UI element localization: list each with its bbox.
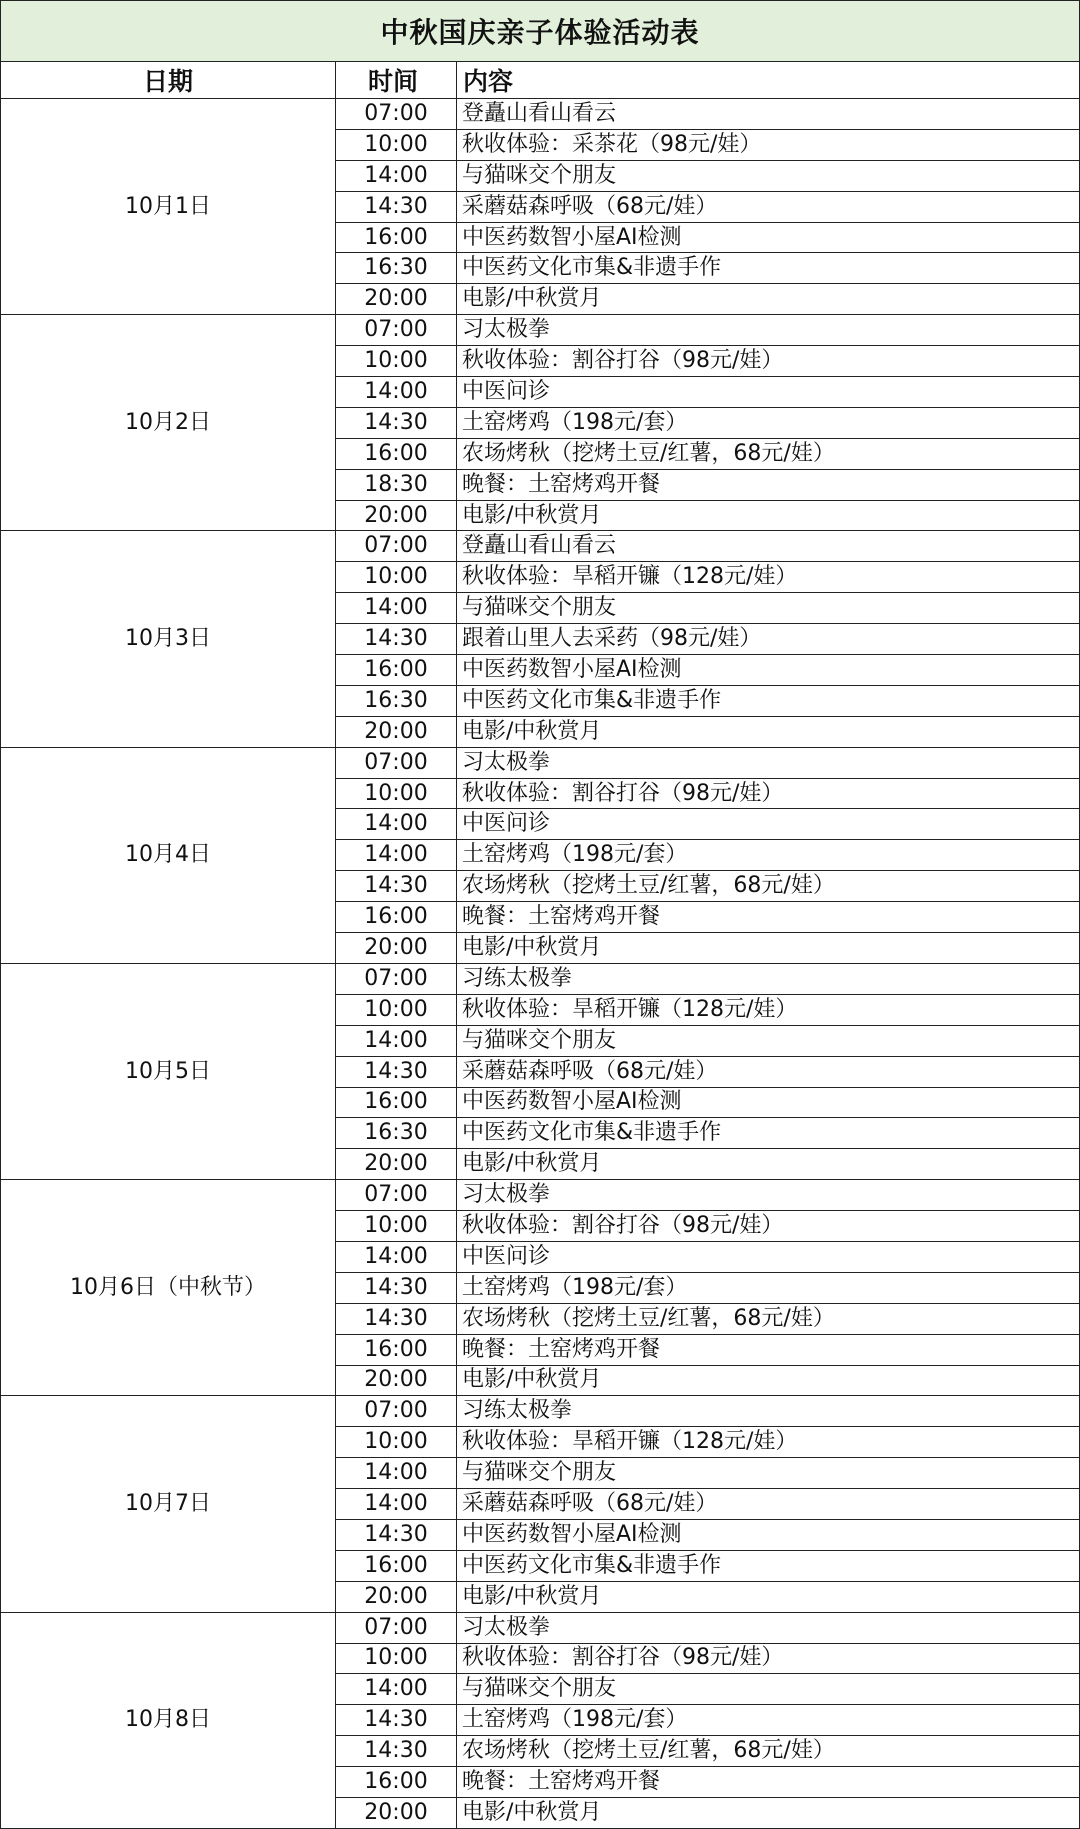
time-cell: 10:00 xyxy=(336,778,457,809)
date-cell: 10月2日 xyxy=(1,315,336,531)
time-cell: 07:00 xyxy=(336,747,457,778)
activity-cell: 登矗山看山看云 xyxy=(457,99,1080,130)
activity-cell: 秋收体验：旱稻开镰（128元/娃） xyxy=(457,1427,1080,1458)
time-cell: 16:30 xyxy=(336,1118,457,1149)
time-cell: 07:00 xyxy=(336,963,457,994)
time-cell: 16:00 xyxy=(336,1550,457,1581)
activity-cell: 土窑烤鸡（198元/套） xyxy=(457,840,1080,871)
time-cell: 20:00 xyxy=(336,284,457,315)
time-cell: 14:00 xyxy=(336,160,457,191)
date-cell: 10月6日（中秋节） xyxy=(1,1180,336,1396)
activity-cell: 农场烤秋（挖烤土豆/红薯，68元/娃） xyxy=(457,438,1080,469)
time-cell: 16:00 xyxy=(336,1087,457,1118)
activity-cell: 习练太极拳 xyxy=(457,1396,1080,1427)
time-cell: 14:30 xyxy=(336,1272,457,1303)
table-row xyxy=(1,315,1080,346)
time-cell: 10:00 xyxy=(336,1211,457,1242)
activity-cell: 习太极拳 xyxy=(457,1612,1080,1643)
activity-cell: 秋收体验：旱稻开镰（128元/娃） xyxy=(457,562,1080,593)
time-cell: 14:00 xyxy=(336,1025,457,1056)
time-cell: 14:00 xyxy=(336,840,457,871)
activity-cell: 中医药文化市集&非遗手作 xyxy=(457,1118,1080,1149)
time-cell: 14:30 xyxy=(336,407,457,438)
time-cell: 16:30 xyxy=(336,685,457,716)
activity-cell: 秋收体验：旱稻开镰（128元/娃） xyxy=(457,994,1080,1025)
header-time: 时间 xyxy=(336,62,457,99)
date-cell: 10月8日 xyxy=(1,1612,336,1828)
activity-cell: 采蘑菇森呼吸（68元/娃） xyxy=(457,1489,1080,1520)
time-cell: 16:00 xyxy=(336,902,457,933)
activity-cell: 与猫咪交个朋友 xyxy=(457,1674,1080,1705)
activity-cell: 电影/中秋赏月 xyxy=(457,500,1080,531)
time-cell: 07:00 xyxy=(336,315,457,346)
time-cell: 16:00 xyxy=(336,1334,457,1365)
activity-cell: 跟着山里人去采药（98元/娃） xyxy=(457,624,1080,655)
activity-cell: 土窑烤鸡（198元/套） xyxy=(457,407,1080,438)
time-cell: 10:00 xyxy=(336,994,457,1025)
activity-cell: 中医药文化市集&非遗手作 xyxy=(457,685,1080,716)
activity-cell: 与猫咪交个朋友 xyxy=(457,160,1080,191)
activity-cell: 秋收体验：割谷打谷（98元/娃） xyxy=(457,346,1080,377)
activity-cell: 中医问诊 xyxy=(457,377,1080,408)
time-cell: 10:00 xyxy=(336,1427,457,1458)
time-cell: 20:00 xyxy=(336,1797,457,1828)
time-cell: 20:00 xyxy=(336,1149,457,1180)
time-cell: 20:00 xyxy=(336,1365,457,1396)
time-cell: 10:00 xyxy=(336,1643,457,1674)
time-cell: 07:00 xyxy=(336,1180,457,1211)
time-cell: 14:00 xyxy=(336,377,457,408)
activity-cell: 与猫咪交个朋友 xyxy=(457,1458,1080,1489)
time-cell: 16:00 xyxy=(336,222,457,253)
time-cell: 20:00 xyxy=(336,1581,457,1612)
time-cell: 14:00 xyxy=(336,809,457,840)
activity-cell: 土窑烤鸡（198元/套） xyxy=(457,1272,1080,1303)
activity-cell: 电影/中秋赏月 xyxy=(457,284,1080,315)
time-cell: 14:30 xyxy=(336,1705,457,1736)
time-cell: 14:30 xyxy=(336,1303,457,1334)
time-cell: 07:00 xyxy=(336,99,457,130)
time-cell: 16:00 xyxy=(336,1767,457,1798)
table-row xyxy=(1,1180,1080,1211)
time-cell: 10:00 xyxy=(336,129,457,160)
activity-cell: 中医问诊 xyxy=(457,1241,1080,1272)
time-cell: 14:00 xyxy=(336,1489,457,1520)
activity-cell: 习太极拳 xyxy=(457,1180,1080,1211)
activity-cell: 习练太极拳 xyxy=(457,963,1080,994)
time-cell: 14:00 xyxy=(336,593,457,624)
date-cell: 10月5日 xyxy=(1,963,336,1179)
activity-cell: 电影/中秋赏月 xyxy=(457,716,1080,747)
schedule-body xyxy=(1,99,1080,1829)
table-row xyxy=(1,1612,1080,1643)
date-cell: 10月1日 xyxy=(1,99,336,315)
activity-cell: 中医问诊 xyxy=(457,809,1080,840)
activity-cell: 晚餐：土窑烤鸡开餐 xyxy=(457,1767,1080,1798)
time-cell: 14:30 xyxy=(336,871,457,902)
activity-cell: 采蘑菇森呼吸（68元/娃） xyxy=(457,1056,1080,1087)
activity-cell: 晚餐：土窑烤鸡开餐 xyxy=(457,1334,1080,1365)
activity-cell: 中医药数智小屋AI检测 xyxy=(457,1087,1080,1118)
time-cell: 10:00 xyxy=(336,346,457,377)
activity-cell: 晚餐：土窑烤鸡开餐 xyxy=(457,469,1080,500)
activity-cell: 登矗山看山看云 xyxy=(457,531,1080,562)
time-cell: 10:00 xyxy=(336,562,457,593)
time-cell: 07:00 xyxy=(336,531,457,562)
table-row xyxy=(1,531,1080,562)
time-cell: 14:30 xyxy=(336,191,457,222)
time-cell: 16:00 xyxy=(336,655,457,686)
activity-cell: 晚餐：土窑烤鸡开餐 xyxy=(457,902,1080,933)
activity-cell: 中医药数智小屋AI检测 xyxy=(457,1519,1080,1550)
header-content: 内容 xyxy=(457,62,1080,99)
activity-cell: 与猫咪交个朋友 xyxy=(457,593,1080,624)
time-cell: 14:00 xyxy=(336,1674,457,1705)
table-row xyxy=(1,747,1080,778)
time-cell: 14:30 xyxy=(336,1519,457,1550)
activity-cell: 习太极拳 xyxy=(457,747,1080,778)
activity-cell: 中医药数智小屋AI检测 xyxy=(457,655,1080,686)
time-cell: 14:00 xyxy=(336,1241,457,1272)
date-cell: 10月4日 xyxy=(1,747,336,963)
activity-cell: 秋收体验：割谷打谷（98元/娃） xyxy=(457,778,1080,809)
time-cell: 20:00 xyxy=(336,716,457,747)
activity-cell: 电影/中秋赏月 xyxy=(457,1797,1080,1828)
time-cell: 14:30 xyxy=(336,624,457,655)
activity-cell: 电影/中秋赏月 xyxy=(457,1149,1080,1180)
activity-cell: 秋收体验：割谷打谷（98元/娃） xyxy=(457,1643,1080,1674)
activity-cell: 中医药文化市集&非遗手作 xyxy=(457,253,1080,284)
activity-cell: 电影/中秋赏月 xyxy=(457,1581,1080,1612)
activity-cell: 农场烤秋（挖烤土豆/红薯，68元/娃） xyxy=(457,1303,1080,1334)
activity-cell: 电影/中秋赏月 xyxy=(457,1365,1080,1396)
header-date: 日期 xyxy=(1,62,336,99)
activity-cell: 采蘑菇森呼吸（68元/娃） xyxy=(457,191,1080,222)
time-cell: 14:30 xyxy=(336,1056,457,1087)
time-cell: 07:00 xyxy=(336,1396,457,1427)
activity-cell: 土窑烤鸡（198元/套） xyxy=(457,1705,1080,1736)
activity-cell: 电影/中秋赏月 xyxy=(457,933,1080,964)
table-row xyxy=(1,99,1080,130)
table-row xyxy=(1,963,1080,994)
time-cell: 16:00 xyxy=(336,438,457,469)
time-cell: 18:30 xyxy=(336,469,457,500)
time-cell: 20:00 xyxy=(336,933,457,964)
date-cell: 10月7日 xyxy=(1,1396,336,1612)
activity-cell: 与猫咪交个朋友 xyxy=(457,1025,1080,1056)
activity-cell: 秋收体验：采茶花（98元/娃） xyxy=(457,129,1080,160)
activity-cell: 习太极拳 xyxy=(457,315,1080,346)
activity-cell: 秋收体验：割谷打谷（98元/娃） xyxy=(457,1211,1080,1242)
activity-cell: 中医药文化市集&非遗手作 xyxy=(457,1550,1080,1581)
date-cell: 10月3日 xyxy=(1,531,336,747)
time-cell: 20:00 xyxy=(336,500,457,531)
activity-cell: 中医药数智小屋AI检测 xyxy=(457,222,1080,253)
time-cell: 16:30 xyxy=(336,253,457,284)
time-cell: 07:00 xyxy=(336,1612,457,1643)
time-cell: 14:30 xyxy=(336,1736,457,1767)
table-row xyxy=(1,1396,1080,1427)
table-title: 中秋国庆亲子体验活动表 xyxy=(1,1,1080,62)
time-cell: 14:00 xyxy=(336,1458,457,1489)
activity-cell: 农场烤秋（挖烤土豆/红薯，68元/娃） xyxy=(457,871,1080,902)
activity-cell: 农场烤秋（挖烤土豆/红薯，68元/娃） xyxy=(457,1736,1080,1767)
